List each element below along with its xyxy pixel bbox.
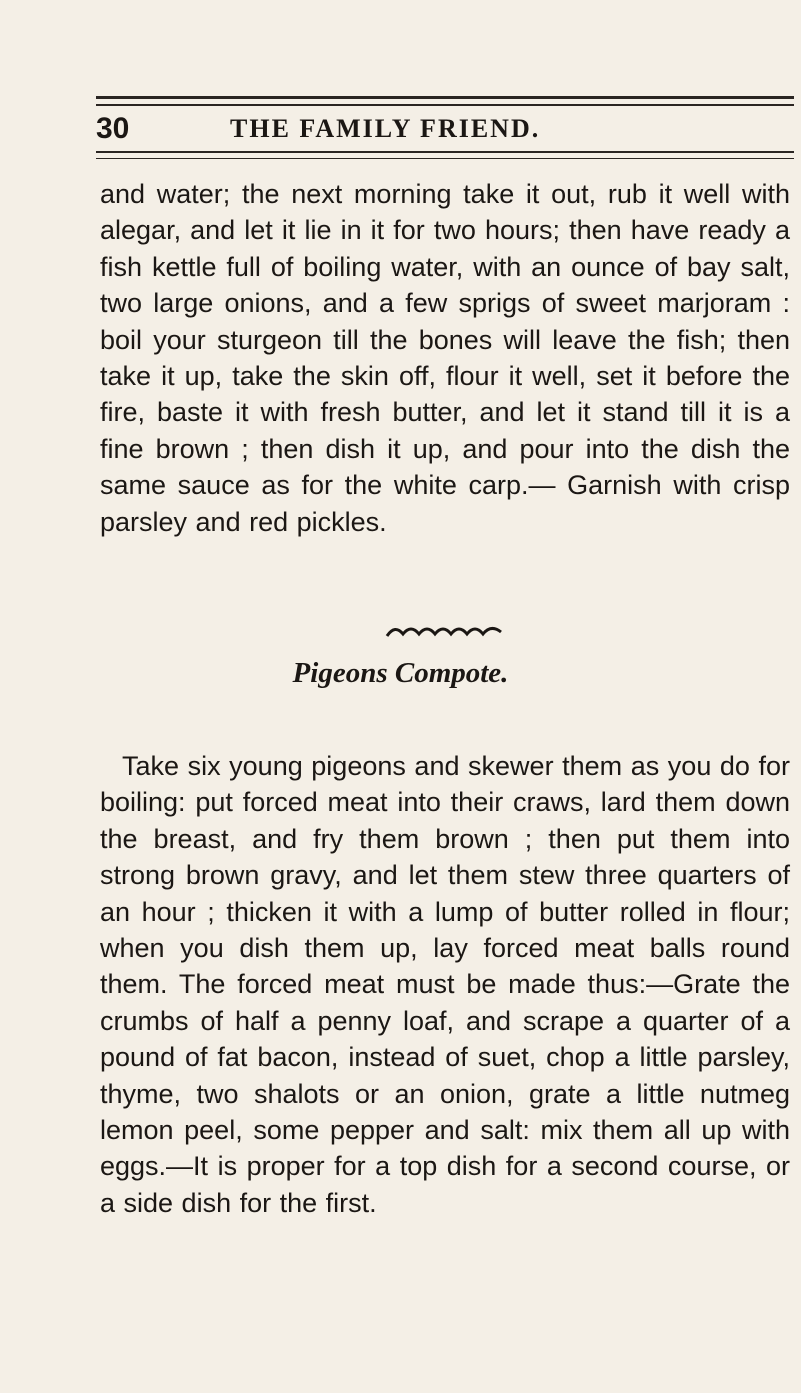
wave-ornament-icon <box>385 620 505 644</box>
paragraph-continuation: and water; the next morning take it out, rub it well with alegar, and let it lie in it for two hours; then have ready a fish kettle full of boiling water, with an ounce of bay salt, two large onions, and a few sprigs of sweet marjoram : boil your sturgeon till the bones will leave the fish; then take it up, take the skin off, flour it well, set it before the fire, baste it with fresh butter, and let it stand till it is a fine brown ; then dish it up, and pour into the dish the same sauce as for the white carp.— Garnish with crisp parsley and red pickles. <box>100 179 790 537</box>
section-title: Pigeons Compote. <box>292 657 509 689</box>
header-rule-top <box>96 96 794 99</box>
page-header <box>96 112 794 152</box>
running-head: THE FAMILY FRIEND. <box>230 114 541 143</box>
header-rule-bottom <box>96 151 794 153</box>
header-rule-top-thin <box>96 104 794 106</box>
header-rule-bottom-thin <box>96 158 794 159</box>
recipe-paragraph <box>100 748 790 1221</box>
recipe-text: Take six young pigeons and skewer them as you do for boiling: put forced meat into their craws, lard them down the breast, and fry them brown ; then put them into strong brown gravy, and let them stew three quarters of an hour ; thicken it with a lump of butter rolled in flour; when you dish them up, lay forced meat balls round them. The forced meat must be made thus:—Grate the crumbs of half a penny loaf, and scrape a quarter of a pound of fat bacon, instead of suet, chop a little parsley, thyme, two shalots or an onion, grate a little nutmeg lemon peel, some pepper and salt: mix them all up with eggs.—It is proper for a top dish for a second course, or a side dish for the first. <box>100 751 790 1218</box>
page-number: 30 <box>96 112 130 145</box>
